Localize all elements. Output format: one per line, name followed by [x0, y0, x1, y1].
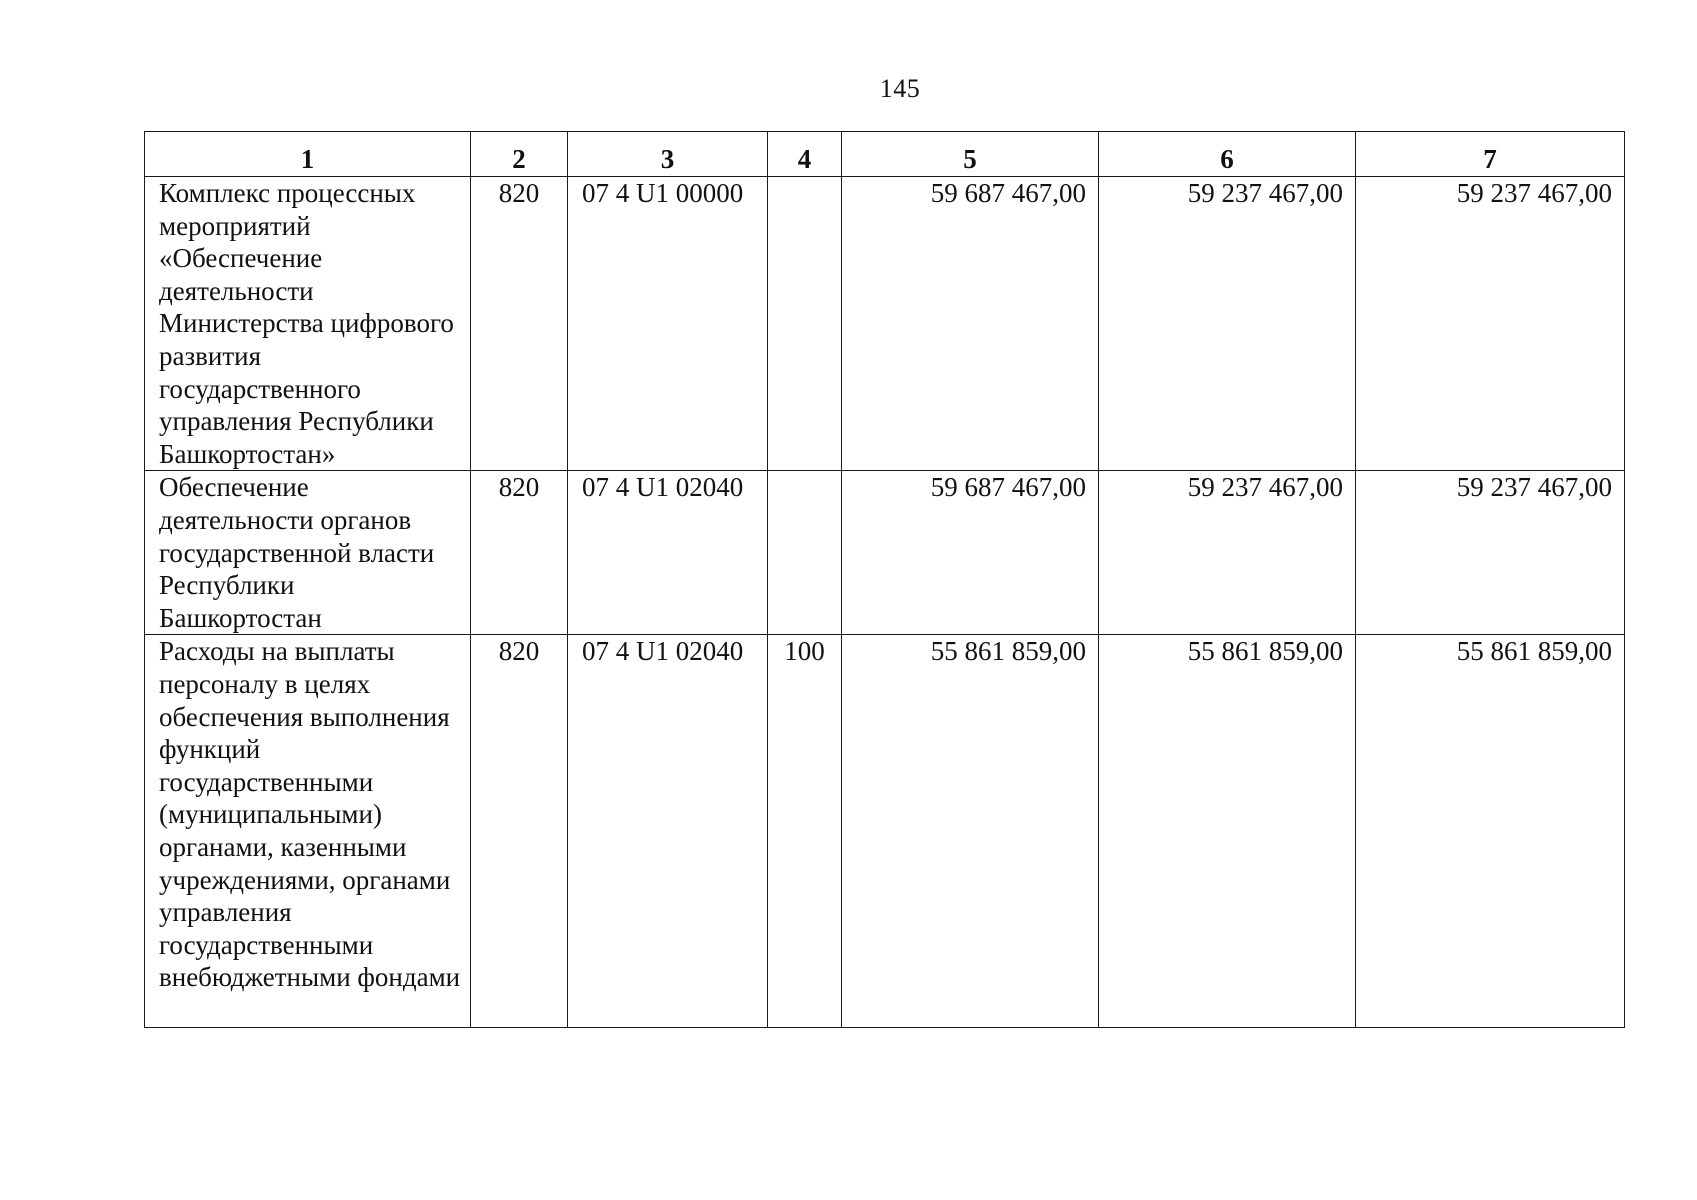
- row-admin-code-cell: 820: [471, 635, 568, 1028]
- header-row: [145, 132, 1625, 177]
- row-amount-6-cell: 59 237 467,00: [1099, 177, 1356, 471]
- row-amount-5-cell: 55 861 859,00: [842, 635, 1099, 1028]
- row-target-code-cell: 07 4 U1 00000: [568, 177, 768, 471]
- row-amount-6-cell: 55 861 859,00: [1099, 635, 1356, 1028]
- column-header-2: 2: [471, 132, 568, 177]
- row-amount-5-cell: 59 687 467,00: [842, 177, 1099, 471]
- row-amount-5-cell: 59 687 467,00: [842, 471, 1099, 635]
- column-header-7: 7: [1356, 132, 1625, 177]
- row-amount-7-cell: 59 237 467,00: [1356, 471, 1625, 635]
- row-name-cell: Расходы на выплаты персоналу в целях обеспечения выполнения функций государственными (муниципальными) органами, казенными учреждениями, органами управления государственными внебюджетными фондами: [145, 635, 471, 1028]
- column-header-1: 1: [145, 132, 471, 177]
- row-admin-code-cell: 820: [471, 471, 568, 635]
- column-header-5: 5: [842, 132, 1099, 177]
- column-header-4: 4: [768, 132, 842, 177]
- row-amount-6-cell: 59 237 467,00: [1099, 471, 1356, 635]
- table-row: [145, 635, 1625, 1028]
- row-amount-7-cell: 59 237 467,00: [1356, 177, 1625, 471]
- row-expense-type-cell: [768, 177, 842, 471]
- row-expense-type-cell: 100: [768, 635, 842, 1028]
- row-amount-7-cell: 55 861 859,00: [1356, 635, 1625, 1028]
- row-target-code-cell: 07 4 U1 02040: [568, 471, 768, 635]
- column-header-6: 6: [1099, 132, 1356, 177]
- row-expense-type-cell: [768, 471, 842, 635]
- row-admin-code-cell: 820: [471, 177, 568, 471]
- budget-table: [144, 131, 1625, 1028]
- row-target-code-cell: 07 4 U1 02040: [568, 635, 768, 1028]
- row-name-cell: Обеспечение деятельности органов государственной власти Республики Башкортостан: [145, 471, 471, 635]
- column-header-3: 3: [568, 132, 768, 177]
- row-name-cell: Комплекс процессных мероприятий «Обеспечение деятельности Министерства цифрового развития государственного управления Республики Башкортостан»: [145, 177, 471, 471]
- table-row: [145, 177, 1625, 471]
- page-number: 145: [879, 74, 921, 103]
- table-row: [145, 471, 1625, 635]
